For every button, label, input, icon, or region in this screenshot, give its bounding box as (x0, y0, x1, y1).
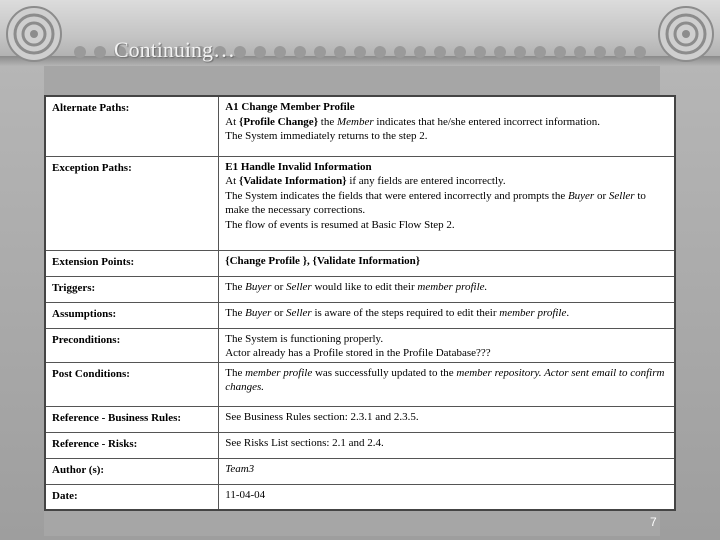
dentil-tooth (294, 46, 306, 58)
dentil-tooth (414, 46, 426, 58)
text-segment: if any fields are entered incorrectly. (346, 175, 506, 187)
value-line (225, 462, 668, 477)
table-row (45, 406, 675, 432)
text-segment: Buyer (567, 189, 595, 202)
table-row (45, 328, 675, 362)
dentil-tooth (474, 46, 486, 58)
text-segment: The (225, 306, 246, 319)
text-segment: 11-04-04 (225, 488, 266, 501)
value-line (225, 366, 668, 395)
dentil-tooth (74, 46, 86, 58)
table-row (45, 302, 675, 328)
text-segment: See Risks List sections: 2.1 and 2.4. (225, 436, 384, 449)
row-label: Triggers: (45, 276, 219, 302)
dentil-tooth (574, 46, 586, 58)
value-line (225, 218, 668, 233)
dentil-tooth (354, 46, 366, 58)
text-segment: Buyer (245, 306, 272, 319)
text-segment: The System indicates the fields that were entered incorrectly and prompts the (225, 189, 568, 202)
row-label: Extension Points: (45, 250, 219, 276)
value-line (225, 436, 668, 451)
text-segment: The System immediately returns to the step 2. (225, 130, 428, 142)
value-line (225, 189, 668, 218)
text-segment: or (271, 306, 287, 319)
use-case-table (44, 95, 676, 511)
text-segment: {Change Profile }, {Validate Information} (225, 254, 421, 267)
text-segment: {Profile Change} (238, 115, 319, 128)
dentil-tooth (614, 46, 626, 58)
row-value (219, 276, 675, 302)
row-value (219, 362, 675, 406)
dentil-tooth (334, 46, 346, 58)
row-value (219, 328, 675, 362)
text-segment: The (225, 280, 246, 293)
text-segment: The flow of events is resumed at Basic Flow Step 2. (225, 218, 455, 231)
text-segment: or (594, 189, 609, 202)
dentil-tooth (594, 46, 606, 58)
row-value (219, 406, 675, 432)
text-segment: The System is functioning properly. (225, 332, 384, 345)
row-label: Reference - Risks: (45, 432, 219, 458)
dentil-tooth (374, 46, 386, 58)
row-value (219, 250, 675, 276)
dentil-tooth (94, 46, 106, 58)
text-segment: Seller (286, 280, 312, 293)
value-line (225, 306, 668, 321)
text-segment: Seller (608, 189, 635, 202)
dentil-tooth (254, 46, 266, 58)
text-segment: member repository. Actor sent email to confirm changes. (225, 366, 665, 393)
text-segment: was successfully updated to the (312, 366, 457, 379)
value-line (225, 160, 668, 175)
text-segment: E1 Handle Invalid Information (225, 160, 372, 173)
dentil-tooth (554, 46, 566, 58)
text-segment: the (318, 115, 337, 128)
dentil-tooth (434, 46, 446, 58)
text-segment: member profile. (417, 280, 488, 293)
dentil-tooth (454, 46, 466, 58)
text-segment: to make the necessary corrections. (225, 189, 646, 216)
table-row (45, 250, 675, 276)
row-value (219, 432, 675, 458)
row-label: Exception Paths: (45, 156, 219, 250)
dentil-tooth (494, 46, 506, 58)
text-segment: Actor already has a Profile stored in the Profile Database??? (225, 347, 491, 359)
row-value (219, 302, 675, 328)
text-segment: would like to edit their (311, 280, 418, 293)
row-value (219, 96, 675, 156)
text-segment: is aware of the steps required to edit their (311, 306, 500, 319)
text-segment: or (271, 280, 287, 293)
dentil-tooth (634, 46, 646, 58)
text-segment: member profile (499, 306, 567, 319)
row-label: Preconditions: (45, 328, 219, 362)
row-value (219, 458, 675, 484)
value-line (225, 346, 668, 361)
row-label: Alternate Paths: (45, 96, 219, 156)
dentil-tooth (274, 46, 286, 58)
table-row (45, 484, 675, 510)
dentil-tooth (394, 46, 406, 58)
dentil-tooth (514, 46, 526, 58)
row-label: Author (s): (45, 458, 219, 484)
text-segment: See Business Rules section: 2.3.1 and 2.3.5. (225, 410, 419, 423)
text-segment: Seller (286, 306, 312, 319)
text-segment: At (225, 175, 239, 187)
scroll-ornament-icon (656, 4, 716, 64)
text-segment: {Validate Information} (238, 175, 347, 187)
row-label: Date: (45, 484, 219, 510)
table-row (45, 276, 675, 302)
value-line (225, 488, 668, 503)
value-line (225, 280, 668, 295)
slide-title: Continuing… (114, 37, 236, 62)
row-label: Assumptions: (45, 302, 219, 328)
dentil-tooth (234, 46, 246, 58)
row-label: Reference - Business Rules: (45, 406, 219, 432)
dentil-tooth (314, 46, 326, 58)
dentil-tooth (534, 46, 546, 58)
text-segment: At (225, 115, 239, 128)
value-line (225, 332, 668, 347)
text-segment: A1 Change Member Profile (225, 101, 355, 113)
row-value (219, 156, 675, 250)
table-row (45, 96, 675, 156)
value-line (225, 254, 668, 269)
text-segment: indicates that he/she entered incorrect information. (373, 115, 600, 128)
value-line (225, 174, 668, 189)
page-number: 7 (650, 515, 657, 529)
text-segment: Member (336, 115, 374, 128)
table-row (45, 362, 675, 406)
value-line (225, 410, 668, 425)
value-line (225, 115, 668, 130)
text-segment: Team3 (225, 462, 255, 475)
row-value (219, 484, 675, 510)
text-segment: . (566, 306, 570, 319)
row-label: Post Conditions: (45, 362, 219, 406)
table-row (45, 156, 675, 250)
table-row (45, 458, 675, 484)
text-segment: Buyer (245, 280, 272, 293)
text-segment: member profile (245, 366, 313, 379)
value-line (225, 129, 668, 144)
value-line (225, 100, 668, 115)
table-row (45, 432, 675, 458)
scroll-ornament-icon (4, 4, 64, 64)
text-segment: The (225, 366, 246, 379)
